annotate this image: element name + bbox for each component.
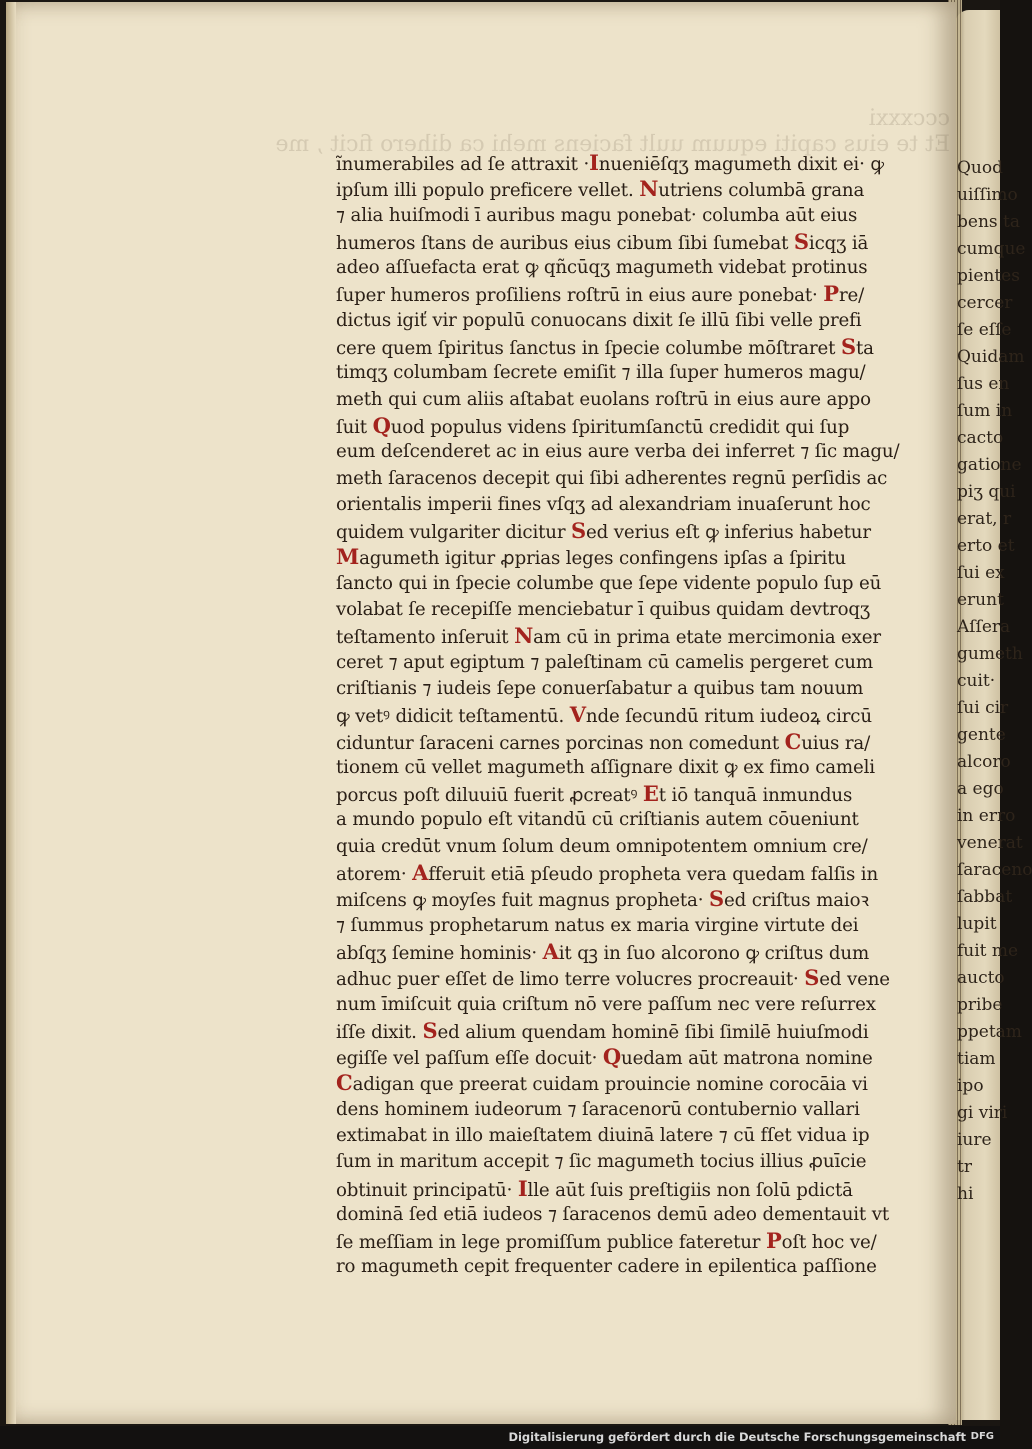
facing-page-fragment: lupit	[957, 914, 997, 934]
text-line	[336, 781, 856, 807]
text-segment: meth qui cum aliis aſtabat euolans roſtrū in eius aure appo	[336, 388, 871, 410]
text-segment: ro magumeth cepit frequenter cadere in epilentica paſſione	[336, 1256, 877, 1278]
text-line	[336, 1044, 873, 1070]
facing-page-fragment: iure	[957, 1130, 992, 1150]
rubricated-initial: S	[804, 965, 820, 991]
rubricated-initial: V	[569, 702, 586, 728]
facing-page-fragment: venerat	[957, 833, 1023, 853]
text-line	[336, 518, 871, 544]
text-segment: meth ſaracenos decepit qui ſibi adherentes regnū perſidis ac	[336, 467, 888, 489]
text-segment: ipſum illi populo preficere vellet.	[336, 180, 640, 202]
rubricated-initial: P	[765, 1228, 782, 1254]
facing-page-fragment: ſaraceno	[957, 860, 1032, 880]
facing-page-fragment: cercer	[957, 293, 1013, 313]
facing-page-fragment: in erro	[957, 806, 1016, 826]
facing-page-fragment: erunt	[957, 590, 1004, 610]
rubricated-initial: I	[589, 150, 599, 175]
text-segment: it qꝫ in ſuo alcorono ꝙ criſtus dum	[558, 942, 870, 964]
text-line	[336, 544, 856, 570]
text-segment: num īmiſcuit quia criſtum nō vere paſſum nec vere reſurrex	[336, 993, 876, 1015]
text-segment: dens hominem iudeorum ⁊ ſaracenorū contubernio vallari	[336, 1098, 860, 1120]
text-segment: utriens columbā grana	[658, 180, 865, 202]
text-line	[336, 150, 884, 176]
facing-page-fragment: aucto	[957, 968, 1005, 988]
rubricated-initial: C	[784, 728, 802, 754]
text-line	[336, 255, 868, 281]
text-line	[336, 676, 864, 702]
text-segment: timqʒ columbam ſecrete emiſit ⁊ illa ſuper humeros magu/	[336, 362, 866, 384]
text-line	[336, 228, 869, 255]
text-line	[336, 755, 875, 781]
text-segment: adigan que preerat cuidam prouincie nomine corocāia vi	[352, 1074, 868, 1096]
facing-page-fragment: a ego	[957, 779, 1004, 799]
text-line	[336, 807, 859, 833]
facing-page-fragment: tiam	[957, 1049, 996, 1069]
facing-page-fragment: piʒ qui	[957, 482, 1016, 502]
text-line	[336, 992, 876, 1018]
bleed-line: Et te eius capiti equum uult faciens mehi ca dihero ficit , me	[275, 132, 950, 158]
text-segment: ed criſtus maioꝛ	[724, 890, 869, 912]
text-segment: teſtamento inſeruit	[336, 627, 515, 649]
text-line	[336, 308, 862, 334]
facing-page-fragment: gumeth	[957, 644, 1023, 664]
facing-page-fragment: tr	[957, 1157, 972, 1177]
text-line	[336, 597, 871, 623]
text-segment: lle aūt ſuis preſtigiis non ſolū pdictā	[527, 1179, 853, 1201]
text-line	[336, 466, 888, 492]
footer-bar	[0, 1426, 1000, 1449]
rubricated-initial: S	[571, 518, 587, 544]
facing-page-fragment: erat, r	[957, 509, 1012, 529]
text-line	[336, 413, 856, 439]
rubricated-initial: M	[336, 544, 360, 570]
text-line	[336, 702, 872, 728]
text-line	[336, 571, 882, 597]
text-line	[336, 623, 881, 649]
text-segment: porcus poſt diluuiū fuerit ꝓcreatꝰ	[336, 785, 643, 807]
text-segment: atorem·	[336, 864, 413, 886]
facing-page-fragment: gatione	[957, 455, 1022, 475]
text-segment: nde ſecundū ritum iudeoꝝ circū	[585, 706, 872, 728]
text-segment: ta	[855, 338, 874, 360]
text-line	[336, 1097, 860, 1123]
text-segment: criſtianis ⁊ iudeis ſepe conuerſabatur a quibus tam nouum	[336, 677, 864, 699]
text-segment: ed alium quendam hominē ſibi ſimilē huiuſmodi	[437, 1021, 869, 1043]
text-segment: a mundo populo eſt vitandū cū criſtianis autem cōueniunt	[336, 809, 859, 831]
text-line	[336, 728, 871, 755]
text-segment: ⁊ alia huiſmodi ī auribus magu ponebat· columba aūt eius	[336, 204, 858, 226]
facing-page-fragment: ſabbat	[957, 887, 1013, 907]
facing-page-fragment: ſum in	[957, 401, 1013, 421]
text-segment: ciduntur ſaraceni carnes porcinas non comedunt	[336, 732, 785, 754]
text-segment: adhuc puer eſſet de limo terre volucres procreauit·	[336, 969, 805, 991]
rubricated-initial: Q	[602, 1044, 622, 1070]
facing-page-fragment: erto et	[957, 536, 1015, 556]
text-segment: dominā ſed etiā iudeos ⁊ ſaracenos demū adeo dementauit vt	[336, 1203, 889, 1225]
rubricated-initial: N	[639, 176, 659, 202]
text-segment: humeros ſtans de auribus eius cibum ſibi ſumebat	[336, 232, 794, 254]
facing-page-fragment: ſui cir	[957, 698, 1009, 718]
text-line	[336, 387, 871, 413]
text-line	[336, 886, 869, 912]
facing-page-fragment: cacto	[957, 428, 1004, 448]
text-line	[336, 281, 865, 307]
dfg-logo: DFG	[970, 1431, 994, 1442]
facing-page-fragment: alcoro	[957, 752, 1011, 772]
text-segment: ſancto qui in ſpecie columbe que ſepe vidente populo ſup eū	[336, 572, 882, 594]
rubricated-initial: S	[422, 1017, 438, 1043]
text-line	[336, 203, 856, 229]
facing-page-text	[957, 155, 1032, 1208]
text-segment: ⁊ ſummus prophetarum natus ex maria virgine virtute dei	[336, 914, 859, 936]
text-segment: adeo aſſuefacta erat ꝙ qñcūqʒ magumeth videbat protinus	[336, 257, 868, 279]
text-line	[336, 1017, 869, 1044]
text-line	[336, 1149, 867, 1175]
text-segment: fferuit etiā pſeudo propheta vera quedam falſis in	[428, 864, 879, 886]
rubricated-initial: A	[542, 938, 559, 964]
text-segment: uedam aūt matrona nomine	[621, 1048, 873, 1070]
rubricated-initial: I	[517, 1175, 528, 1201]
text-segment: uod populus videns ſpiritumſanctū credidit qui ſup	[390, 416, 850, 438]
facing-page-fragment: ipo	[957, 1076, 984, 1096]
text-line	[336, 334, 874, 360]
text-segment: ꝙ vetꝰ didicit teſtamentū.	[336, 706, 570, 728]
rubricated-initial: A	[412, 860, 429, 886]
facing-page-fragment: hi	[957, 1184, 974, 1204]
text-segment: tionem cū vellet magumeth aſſignare dixit ꝙ ex fimo cameli	[336, 756, 875, 778]
text-segment: uius ra/	[801, 732, 871, 754]
text-line	[336, 938, 870, 965]
facing-page-fragment: pientes	[957, 266, 1020, 286]
facing-page-fragment: gente	[957, 725, 1006, 745]
text-segment: eum deſcenderet ac in eius aure verba dei inferret ⁊ ſic magu/	[336, 441, 900, 463]
text-line	[336, 492, 871, 518]
text-segment: re/	[838, 285, 865, 307]
bleed-line: cccxxxi	[868, 106, 950, 131]
text-segment: oſt hoc ve/	[781, 1232, 877, 1254]
text-line	[336, 360, 866, 386]
text-segment: nueniēſqʒ magumeth dixit ei· ꝙ	[598, 154, 884, 175]
text-segment: ed vene	[819, 969, 890, 991]
text-segment: ſum in maritum accepit ⁊ ſic magumeth tocius illius ꝓuīcie	[336, 1151, 867, 1173]
text-line	[336, 1070, 868, 1096]
text-segment: egiſſe vel paſſum eſſe docuit·	[336, 1048, 603, 1070]
text-segment: orientalis imperii fines vſqʒ ad alexandriam inuaſerunt hoc	[336, 493, 871, 515]
rubricated-initial: Q	[372, 412, 391, 438]
text-segment: ſuit	[336, 416, 373, 438]
rubricated-initial: S	[840, 334, 856, 360]
text-segment: iſſe dixit.	[336, 1021, 423, 1043]
facing-page-fragment: Quod	[957, 158, 1004, 178]
page-edge	[6, 2, 16, 1424]
rubricated-initial: S	[709, 886, 725, 912]
facing-page-fragment: pribe	[957, 995, 1003, 1015]
text-line	[336, 1176, 856, 1202]
text-line	[336, 176, 865, 202]
text-segment: ceret ⁊ aput egiptum ⁊ paleſtinam cū camelis pergeret cum	[336, 651, 873, 673]
text-line	[336, 860, 879, 886]
text-segment: dictus igiť vir populū conuocans dixit ſe illū ſibi velle prefi	[336, 309, 862, 331]
facing-page-fragment: bens ta	[957, 212, 1020, 232]
text-segment: miſcens ꝙ moyſes fuit magnus propheta·	[336, 890, 709, 912]
main-text-block	[336, 150, 900, 1281]
text-segment: am cū in prima etate mercimonia exer	[533, 627, 881, 649]
text-segment: icqʒ iā	[808, 232, 869, 254]
text-segment: t iō tanquā inmundus	[658, 785, 853, 807]
text-segment: obtinuit principatū·	[336, 1179, 518, 1201]
text-line	[336, 1254, 877, 1280]
text-line	[336, 965, 890, 991]
text-segment: ĩnumerabiles ad ſe attraxit ·	[336, 154, 590, 175]
text-segment: quidem vulgariter dicitur	[336, 522, 572, 544]
text-segment: ed verius eſt ꝙ inferius habetur	[586, 522, 871, 544]
text-segment: quia credūt vnum ſolum deum omnipotentem omnium cre/	[336, 835, 868, 857]
facing-page-fragment: gi viri	[957, 1103, 1008, 1123]
text-line	[336, 439, 900, 465]
text-segment: volabat ſe recepiſſe menciebatur ī quibus quidam devtroqʒ	[336, 599, 871, 621]
text-line	[336, 1228, 877, 1254]
rubricated-initial: P	[823, 281, 839, 307]
facing-page-fragment: uiſſimo	[957, 185, 1018, 205]
text-segment: agumeth igitur ꝓprias leges confingens ipſas a ſpiritu	[359, 548, 846, 570]
facing-page-fragment: ſui ex	[957, 563, 1005, 583]
text-segment: abſqʒ ſemine hominis·	[336, 942, 543, 964]
rubricated-initial: S	[793, 228, 809, 254]
facing-page-fragment: Quidam	[957, 347, 1025, 367]
rubricated-initial: C	[336, 1070, 353, 1096]
text-segment: ſuper humeros proſiliens roſtrū in eius aure ponebat·	[336, 285, 824, 307]
facing-page-fragment: cumque	[957, 239, 1026, 259]
rubricated-initial: E	[642, 781, 659, 807]
facing-page-fragment: cuit·	[957, 671, 996, 691]
text-segment: cere quem ſpiritus ſanctus in ſpecie columbe mōſtraret	[336, 338, 841, 360]
facing-page-fragment: fuit me	[957, 941, 1019, 961]
text-segment: extimabat in illo maieſtatem diuinā latere ⁊ cū fſet vidua ip	[336, 1124, 870, 1146]
facing-page-fragment: Aſſera	[957, 617, 1011, 637]
text-line	[336, 913, 859, 939]
text-line	[336, 834, 868, 860]
text-line	[336, 1123, 870, 1149]
text-line	[336, 1202, 889, 1228]
text-segment: ſe meſſiam in lege promiſſum publice fateretur	[336, 1232, 766, 1254]
funding-credit: Digitalisierung gefördert durch die Deutsche Forschungsgemeinschaft	[508, 1430, 966, 1444]
text-line	[336, 650, 873, 676]
rubricated-initial: N	[514, 623, 534, 649]
facing-page-fragment: ſe eſſe	[957, 320, 1012, 340]
facing-page-fragment: ſus en	[957, 374, 1010, 394]
facing-page-fragment: ppetam	[957, 1022, 1022, 1042]
